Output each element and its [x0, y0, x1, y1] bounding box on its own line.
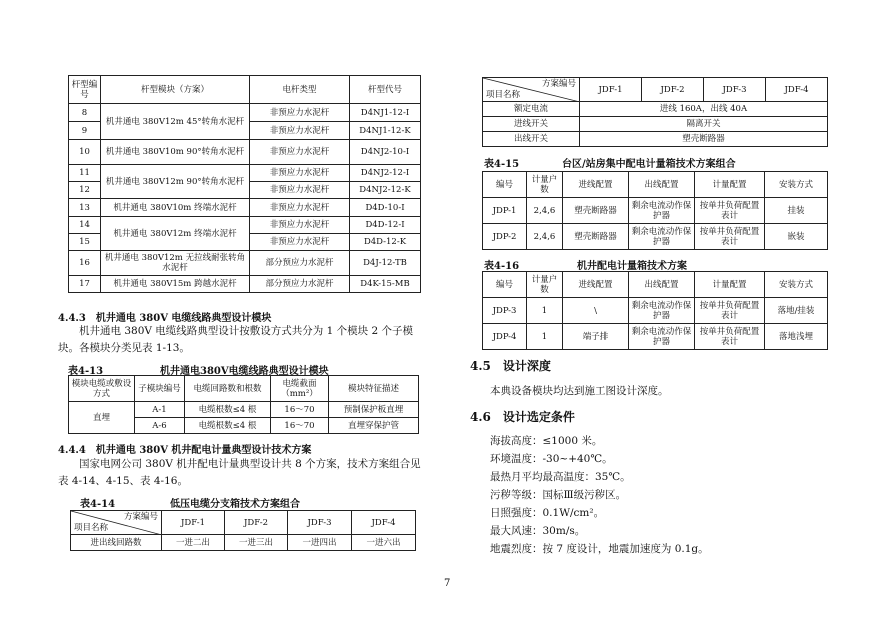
- table-cell: 剩余电流动作保护器: [629, 198, 695, 224]
- diagonal-header-cell: [483, 78, 580, 102]
- table-cell: 非预应力水泥杆: [250, 217, 350, 234]
- table-cell: 10: [69, 140, 101, 165]
- table-cell: 非预应力水泥杆: [250, 234, 350, 251]
- header-cell: 杆型模块（方案）: [101, 76, 250, 104]
- table-cell: 一进四出: [288, 535, 352, 551]
- section-heading-4-4-4: 4.4.4 机井通电 380V 机井配电计量典型设计技术方案: [58, 445, 312, 456]
- table-cell: 14: [69, 217, 101, 234]
- table-cell: 非预应力水泥杆: [250, 165, 350, 182]
- condition-solar-intensity: 日照强度：0.1W/cm²。: [490, 507, 605, 519]
- table-cell: 剩余电流动作保护器: [629, 324, 695, 350]
- header-cell: 电杆类型: [250, 76, 350, 104]
- header-cell: JDF-3: [288, 511, 352, 535]
- table-cell: \: [563, 298, 629, 324]
- header-cell: 杆型编号: [69, 76, 101, 104]
- header-cell: JDF-1: [162, 511, 225, 535]
- table-cell: 隔离开关: [580, 117, 828, 132]
- table-cell: 非预应力水泥杆: [250, 199, 350, 217]
- table-cell: 进线 160A，出线 40A: [580, 102, 828, 117]
- table-cell: 塑壳断路器: [580, 132, 828, 147]
- table-4-16-title: 机井配电计量箱技术方案: [577, 261, 687, 272]
- table-cell: D4D-12-I: [350, 217, 421, 234]
- header-cell: 计量户数: [527, 172, 563, 198]
- table-cell: 塑壳断路器: [563, 224, 629, 250]
- table-cell: 一进六出: [352, 535, 416, 551]
- table-4-13-number: 表4-13: [68, 366, 104, 377]
- header-cell: 模块电缆或敷设方式: [69, 376, 135, 402]
- table-cell: 机井通电 380V12m 终端水泥杆: [101, 217, 250, 251]
- table-cell: 1: [527, 298, 563, 324]
- header-cell: JDF-1: [580, 78, 642, 102]
- condition-max-wind-speed: 最大风速：30m/s。: [490, 525, 586, 537]
- table-cell: 非预应力水泥杆: [250, 182, 350, 199]
- table-cell: 一进二出: [162, 535, 225, 551]
- table-cell: 机井通电 380V12m 45°转角水泥杆: [101, 104, 250, 140]
- table-cell: 1: [527, 324, 563, 350]
- condition-pollution-level: 污秽等级：国标Ⅲ级污秽区。: [490, 489, 627, 501]
- diagonal-header-cell: [71, 511, 162, 535]
- table-cell: 11: [69, 165, 101, 182]
- table-cell: 12: [69, 182, 101, 199]
- table-cell: 2,4,6: [527, 224, 563, 250]
- header-cell: JDF-2: [642, 78, 704, 102]
- cable-branch-box-table-continued: [482, 77, 828, 147]
- well-meter-box-table: [482, 271, 828, 350]
- table-cell: 按单井负荷配置表计: [695, 198, 765, 224]
- table-cell: D4NJ2-10-I: [350, 140, 421, 165]
- section-heading-4-4-3: 4.4.3 机井通电 380V 电缆线路典型设计模块: [58, 313, 272, 324]
- table-cell: D4NJ1-12-I: [350, 104, 421, 122]
- section-heading-4-5: 4.5 设计深度: [470, 359, 551, 373]
- header-cell: 杆型代号: [350, 76, 421, 104]
- condition-max-temperature: 最热月平均最高温度：35℃。: [490, 471, 631, 483]
- table-cell: 按单井负荷配置表计: [695, 324, 765, 350]
- table-cell: 出线开关: [483, 132, 580, 147]
- concentrated-meter-box-table: [482, 171, 828, 250]
- table-cell: D4J-12-TB: [350, 251, 421, 276]
- table-cell: 非预应力水泥杆: [250, 140, 350, 165]
- header-cell: JDF-3: [704, 78, 766, 102]
- header-cell: 出线配置: [629, 272, 695, 298]
- table-4-14-title: 低压电缆分支箱技术方案组合: [170, 499, 300, 510]
- header-cell: 子模块编号: [135, 376, 185, 402]
- header-cell: 编号: [483, 272, 527, 298]
- table-cell: 端子排: [563, 324, 629, 350]
- table-cell: 部分预应力水泥杆: [250, 251, 350, 276]
- table-cell: JDP-1: [483, 198, 527, 224]
- cable-module-table: [68, 375, 419, 434]
- table-cell: A-6: [135, 418, 185, 434]
- table-cell: 进线开关: [483, 117, 580, 132]
- header-cell: 电缆截面（mm²）: [271, 376, 329, 402]
- table-cell: 机井通电 380V12m 90°转角水泥杆: [101, 165, 250, 199]
- table-cell: 进出线回路数: [71, 535, 162, 551]
- header-cell: 计量户数: [527, 272, 563, 298]
- table-cell: 机井通电 380V12m 无拉线耐张转角水泥杆: [101, 251, 250, 276]
- table-4-15-number: 表4-15: [484, 159, 520, 170]
- table-cell: 落地浅埋: [765, 324, 828, 350]
- table-cell: 塑壳断路器: [563, 198, 629, 224]
- table-cell: 一进三出: [225, 535, 288, 551]
- paragraph-4-4-3: 机井通电 380V 电缆线路典型设计按敷设方式共分为 1 个模块 2 个子模块。各模块分类见表 1-13。: [58, 325, 414, 354]
- table-cell: D4D-12-K: [350, 234, 421, 251]
- header-cell: JDF-2: [225, 511, 288, 535]
- diag-top-label: 方案编号: [123, 512, 158, 522]
- paragraph-4-5: 本典设备模块均达到施工图设计深度。: [490, 385, 669, 397]
- table-cell: JDP-2: [483, 224, 527, 250]
- condition-ambient-temperature: 环境温度：-30~+40℃。: [490, 453, 613, 465]
- table-cell: 16～70: [271, 402, 329, 418]
- table-cell: JDP-4: [483, 324, 527, 350]
- table-cell: 16: [69, 251, 101, 276]
- table-cell: 2,4,6: [527, 198, 563, 224]
- table-cell: 预制保护板直埋: [329, 402, 419, 418]
- table-cell: D4NJ2-12-K: [350, 182, 421, 199]
- table-cell: 直埋穿保护管: [329, 418, 419, 434]
- header-cell: 出线配置: [629, 172, 695, 198]
- table-cell: 落地/挂装: [765, 298, 828, 324]
- header-cell: 安装方式: [765, 272, 828, 298]
- table-cell: A-1: [135, 402, 185, 418]
- table-cell: 电缆根数≤4 根: [185, 402, 271, 418]
- table-cell: 16～70: [271, 418, 329, 434]
- header-cell: 计量配置: [695, 172, 765, 198]
- condition-seismic-intensity: 地震烈度：按 7 度设计，地震加速度为 0.1g。: [490, 543, 709, 555]
- header-cell: JDF-4: [352, 511, 416, 535]
- paragraph-4-4-4: 国家电网公司 380V 机井配电计量典型设计共 8 个方案，技术方案组合见表 4-14、4-15、表 4-16。: [58, 458, 421, 487]
- diag-top-label: 方案编号: [541, 79, 576, 89]
- table-cell: 直埋: [69, 402, 135, 434]
- header-cell: 安装方式: [765, 172, 828, 198]
- page-number: 7: [444, 578, 451, 589]
- header-cell: 进线配置: [563, 272, 629, 298]
- diag-bottom-label: 项目名称: [486, 90, 521, 100]
- condition-altitude: 海拔高度：≤1000 米。: [490, 435, 603, 447]
- table-cell: 非预应力水泥杆: [250, 104, 350, 122]
- table-cell: 额定电流: [483, 102, 580, 117]
- pole-type-table: [68, 75, 421, 293]
- table-cell: 9: [69, 122, 101, 140]
- table-cell: D4NJ1-12-K: [350, 122, 421, 140]
- table-cell: 机井通电 380V10m 90°转角水泥杆: [101, 140, 250, 165]
- section-heading-4-6: 4.6 设计选定条件: [470, 410, 575, 424]
- table-4-15-title: 台区/站房集中配电计量箱技术方案组合: [562, 159, 736, 170]
- table-cell: 挂装: [765, 198, 828, 224]
- table-cell: 部分预应力水泥杆: [250, 276, 350, 293]
- table-cell: 剩余电流动作保护器: [629, 298, 695, 324]
- table-cell: 机井通电 380V15m 跨越水泥杆: [101, 276, 250, 293]
- table-cell: 15: [69, 234, 101, 251]
- header-cell: 编号: [483, 172, 527, 198]
- diag-bottom-label: 项目名称: [74, 523, 109, 533]
- table-cell: 按单井负荷配置表计: [695, 224, 765, 250]
- table-cell: 13: [69, 199, 101, 217]
- table-cell: D4NJ2-12-I: [350, 165, 421, 182]
- table-cell: 嵌装: [765, 224, 828, 250]
- table-cell: 8: [69, 104, 101, 122]
- header-cell: 计量配置: [695, 272, 765, 298]
- table-cell: JDP-3: [483, 298, 527, 324]
- table-cell: 非预应力水泥杆: [250, 122, 350, 140]
- header-cell: 进线配置: [563, 172, 629, 198]
- table-4-16-number: 表4-16: [484, 261, 520, 272]
- header-cell: JDF-4: [766, 78, 828, 102]
- header-cell: 电缆回路数和根数: [185, 376, 271, 402]
- table-cell: D4D-10-I: [350, 199, 421, 217]
- table-cell: 机井通电 380V10m 终端水泥杆: [101, 199, 250, 217]
- table-cell: D4K-15-MB: [350, 276, 421, 293]
- table-cell: 电缆根数≤4 根: [185, 418, 271, 434]
- table-cell: 剩余电流动作保护器: [629, 224, 695, 250]
- table-4-14-number: 表4-14: [80, 499, 116, 510]
- cable-branch-box-table: [70, 510, 416, 551]
- header-cell: 模块特征描述: [329, 376, 419, 402]
- table-cell: 按单井负荷配置表计: [695, 298, 765, 324]
- table-4-13-title: 机井通电380V电缆线路典型设计模块: [160, 366, 329, 377]
- table-cell: 17: [69, 276, 101, 293]
